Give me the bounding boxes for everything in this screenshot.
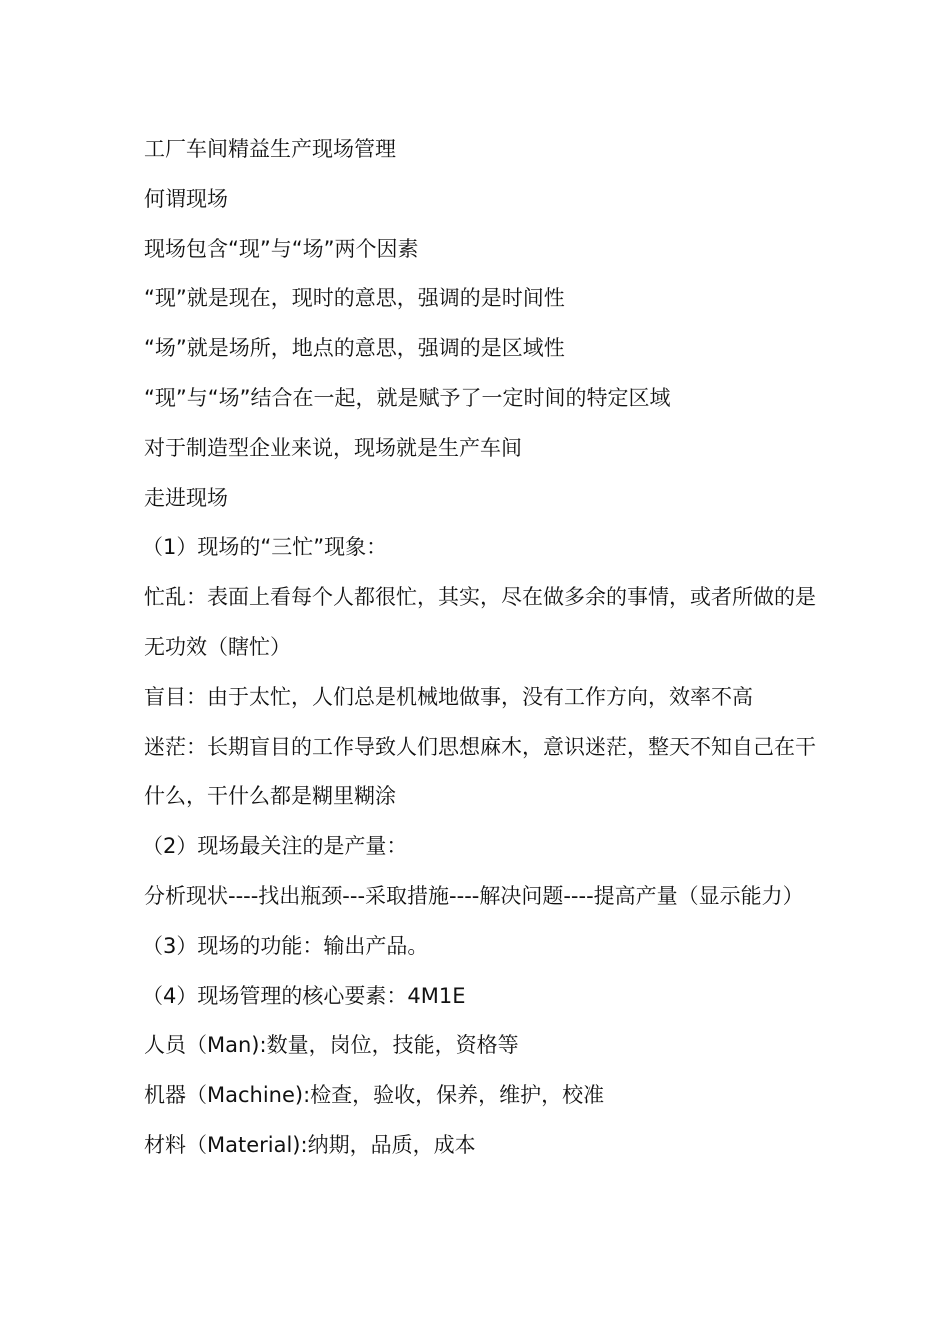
paragraph: 对于制造型企业来说，现场就是生产车间 xyxy=(144,435,522,460)
paragraph: 迷茫：长期盲目的工作导致人们思想麻木，意识迷茫，整天不知自己在干什么，干什么都是糊里糊涂 xyxy=(144,734,816,809)
document-body xyxy=(144,125,816,1171)
section-heading-enter-site: 走进现场 xyxy=(144,485,228,510)
paragraph: 分析现状----找出瓶颈---采取措施----解决问题----提高产量（显示能力） xyxy=(144,883,804,908)
paragraph: “现”就是现在，现时的意思，强调的是时间性 xyxy=(144,286,565,311)
paragraph: 人员（Man):数量，岗位，技能，资格等 xyxy=(144,1033,519,1058)
paragraph: 机器（Machine):检查，验收，保养，维护，校准 xyxy=(144,1083,605,1108)
list-heading-3: （3）现场的功能：输出产品。 xyxy=(142,933,429,958)
list-heading-2: （2）现场最关注的是产量： xyxy=(142,834,408,859)
section-heading-what-is-site: 何谓现场 xyxy=(144,186,228,211)
document-title: 工厂车间精益生产现场管理 xyxy=(144,137,396,161)
paragraph: 盲目：由于太忙，人们总是机械地做事，没有工作方向，效率不高 xyxy=(144,684,753,709)
paragraph: “现”与“场”结合在一起，就是赋予了一定时间的特定区域 xyxy=(144,385,671,410)
paragraph: “场”就是场所，地点的意思，强调的是区域性 xyxy=(144,336,565,361)
list-heading-4: （4）现场管理的核心要素：4M1E xyxy=(142,983,466,1008)
paragraph: 忙乱：表面上看每个人都很忙，其实，尽在做多余的事情，或者所做的是无功效（瞎忙） xyxy=(144,585,816,659)
paragraph: 材料（Material):纳期，品质，成本 xyxy=(144,1132,476,1157)
paragraph: 现场包含“现”与“场”两个因素 xyxy=(144,236,419,261)
list-heading-1: （1）现场的“三忙”现象： xyxy=(142,535,388,560)
